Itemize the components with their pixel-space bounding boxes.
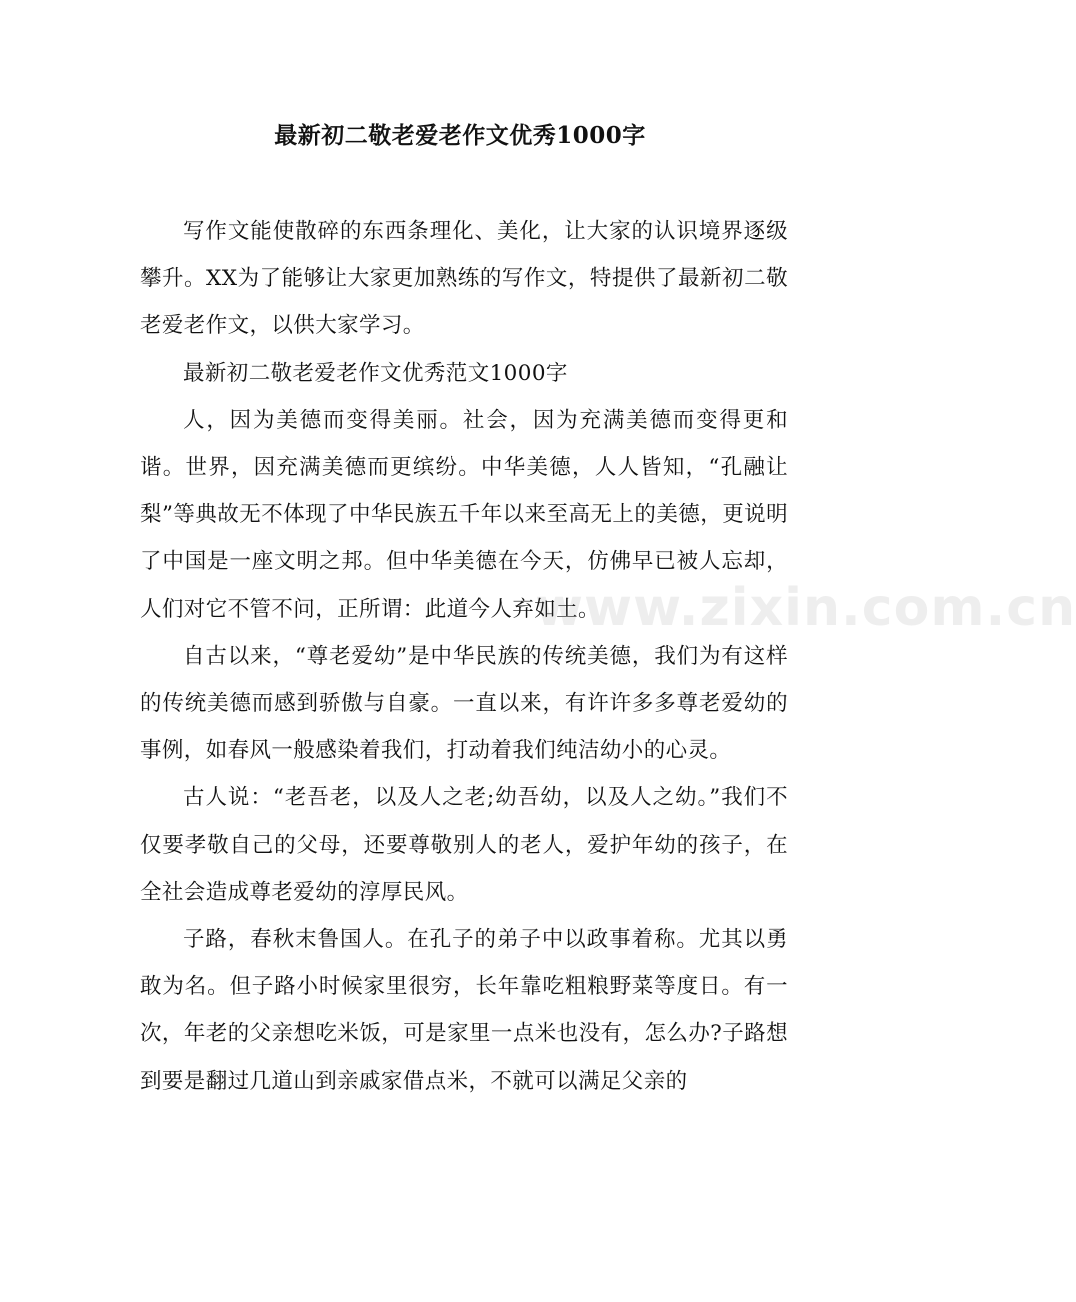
document-title: 最新初二敬老爱老作文优秀1000字 bbox=[274, 122, 646, 149]
paragraph-tradition: 自古以来，“尊老爱幼”是中华民族的传统美德，我们为有这样的传统美德而感到骄傲与自豪。一直以来，有许许多多尊老爱幼的事例，如春风一般感染着我们，打动着我们纯洁幼小的心灵。 bbox=[140, 643, 788, 764]
paragraph-virtue: 人，因为美德而变得美丽。社会，因为充满美德而变得更和谐。世界，因充满美德而更缤纷。中华美德，人人皆知，“孔融让梨”等典故无不体现了中华民族五千年以来至高无上的美德，更说明了中国是一座文明之邦。但中华美德在今天，仿佛早已被人忘却，人们对它不管不问，正所谓：此道今人弃如土。 bbox=[140, 407, 788, 622]
paragraph-quote: 古人说：“老吾老，以及人之老;幼吾幼，以及人之幼。”我们不仅要孝敬自己的父母，还要尊敬别人的老人，爱护年幼的孩子，在全社会造成尊老爱幼的淳厚民风。 bbox=[140, 785, 788, 905]
document-body bbox=[140, 208, 788, 1105]
watermark: www.zixin.com.cn bbox=[535, 578, 1076, 638]
paragraph-zilu: 子路，春秋末鲁国人。在孔子的弟子中以政事着称。尤其以勇敢为名。但子路小时候家里很穷，长年靠吃粗粮野菜等度日。有一次，年老的父亲想吃米饭，可是家里一点米也没有，怎么办?子路想到要是翻过几道山到亲戚家借点米，不就可以满足父亲的 bbox=[140, 927, 788, 1094]
paragraph-intro: 写作文能使散碎的东西条理化、美化，让大家的认识境界逐级攀升。XX为了能够让大家更加熟练的写作文，特提供了最新初二敬老爱老作文，以供大家学习。 bbox=[140, 219, 788, 339]
paragraph-subtitle: 最新初二敬老爱老作文优秀范文1000字 bbox=[183, 360, 568, 386]
